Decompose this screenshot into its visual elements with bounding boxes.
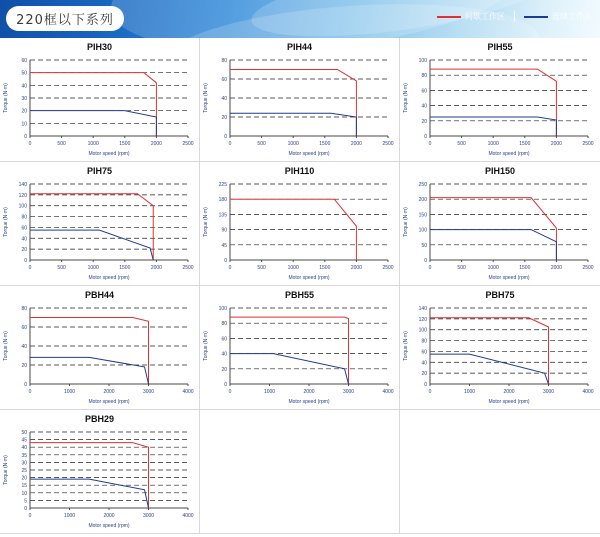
svg-text:60: 60 [21,325,27,331]
chart-grid [0,38,600,534]
svg-text:Motor speed (rpm): Motor speed (rpm) [88,523,130,529]
chart-cell-pih44 [200,38,400,162]
svg-text:140: 140 [18,182,27,188]
chart-plot [0,426,200,530]
svg-text:150: 150 [418,212,427,219]
svg-text:Torque (N·m): Torque (N·m) [3,207,9,237]
svg-text:Motor speed (rpm): Motor speed (rpm) [288,151,330,157]
svg-text:4000: 4000 [582,389,594,395]
legend-label-intermittent: 间歇工作区 [465,12,505,21]
svg-text:3000: 3000 [142,389,155,395]
svg-text:3000: 3000 [542,389,555,395]
svg-text:500: 500 [257,265,266,271]
svg-text:25: 25 [21,468,27,474]
svg-text:2000: 2000 [350,141,362,147]
svg-text:Motor speed (rpm): Motor speed (rpm) [488,151,530,157]
svg-text:Motor speed (rpm): Motor speed (rpm) [488,275,530,281]
svg-text:80: 80 [221,58,227,64]
svg-text:Torque (N·m): Torque (N·m) [403,331,409,361]
legend-item-continuous [524,11,592,22]
svg-text:Motor speed (rpm): Motor speed (rpm) [488,399,530,405]
svg-text:60: 60 [221,77,227,83]
svg-text:45: 45 [221,242,227,249]
svg-text:100: 100 [18,203,27,210]
chart-title: PIH110 [284,166,315,176]
chart-cell-pbh44 [0,286,200,410]
svg-text:0: 0 [24,134,27,140]
svg-text:2500: 2500 [182,141,194,147]
chart-plot [200,302,400,406]
svg-text:20: 20 [221,115,227,121]
svg-text:60: 60 [421,349,427,356]
svg-text:0: 0 [424,258,427,264]
svg-text:225: 225 [218,182,227,188]
svg-text:500: 500 [57,141,66,147]
chart-title: PBH29 [84,414,114,424]
svg-text:Motor speed (rpm): Motor speed (rpm) [288,399,330,405]
svg-text:Torque (N·m): Torque (N·m) [3,83,9,113]
svg-text:1000: 1000 [287,141,299,147]
svg-text:2500: 2500 [382,265,394,271]
svg-text:80: 80 [21,214,27,221]
chart-cell-pbh55 [200,286,400,410]
svg-text:30: 30 [21,96,27,102]
svg-text:500: 500 [257,141,266,147]
chart-cell-pih110 [200,162,400,286]
svg-text:120: 120 [18,192,27,199]
svg-text:10: 10 [21,121,27,128]
svg-text:135: 135 [218,212,227,219]
svg-text:0: 0 [424,134,427,140]
svg-text:1500: 1500 [319,265,331,271]
svg-text:40: 40 [221,96,227,102]
chart-title: PIH44 [286,42,312,52]
svg-text:3000: 3000 [342,389,355,395]
svg-text:2500: 2500 [582,141,594,147]
svg-text:2000: 2000 [503,389,515,395]
svg-text:60: 60 [221,336,227,343]
svg-text:1000: 1000 [463,389,476,395]
svg-text:Motor speed (rpm): Motor speed (rpm) [88,399,130,405]
svg-text:0: 0 [228,265,232,271]
svg-text:100: 100 [418,227,427,234]
svg-text:40: 40 [421,103,427,110]
chart-title: PIH150 [484,166,516,176]
svg-text:2500: 2500 [582,265,594,271]
svg-text:2000: 2000 [103,389,115,395]
svg-text:2000: 2000 [550,265,562,271]
svg-text:1000: 1000 [63,389,76,395]
chart-title: PIH55 [487,42,513,52]
chart-plot [400,54,600,158]
svg-text:0: 0 [224,258,227,264]
svg-text:60: 60 [421,88,427,95]
svg-text:90: 90 [221,227,227,234]
svg-text:2000: 2000 [303,389,315,395]
svg-text:0: 0 [424,382,427,388]
svg-text:60: 60 [21,225,27,232]
svg-text:500: 500 [457,141,466,147]
svg-text:2000: 2000 [150,265,162,271]
chart-cell-pih30 [0,38,200,162]
svg-text:0: 0 [24,258,27,264]
svg-text:Torque (N·m): Torque (N·m) [403,83,409,113]
svg-text:50: 50 [421,242,427,249]
svg-text:1500: 1500 [119,141,131,147]
svg-text:140: 140 [418,306,427,312]
svg-text:0: 0 [428,389,432,395]
svg-text:500: 500 [57,265,66,271]
svg-text:1000: 1000 [63,513,76,519]
svg-text:20: 20 [21,475,27,482]
svg-text:4000: 4000 [382,389,394,395]
svg-text:0: 0 [224,134,227,140]
chart-legend [437,11,592,22]
svg-text:0: 0 [28,389,32,395]
svg-text:1500: 1500 [519,265,531,271]
svg-text:80: 80 [421,338,427,345]
svg-text:1000: 1000 [87,141,99,147]
svg-text:250: 250 [418,182,427,188]
svg-text:20: 20 [221,366,227,373]
svg-text:0: 0 [228,389,232,395]
svg-text:Torque (N·m): Torque (N·m) [3,455,9,485]
legend-swatch-blue-icon [524,16,548,18]
svg-text:50: 50 [21,430,27,436]
svg-text:2500: 2500 [382,141,394,147]
svg-text:0: 0 [228,141,232,147]
svg-text:80: 80 [21,306,27,312]
svg-text:1500: 1500 [519,141,531,147]
svg-text:2000: 2000 [550,141,562,147]
page-header [0,0,600,38]
svg-text:1000: 1000 [263,389,276,395]
svg-text:2500: 2500 [182,265,194,271]
legend-separator [514,11,515,22]
svg-text:2000: 2000 [103,513,115,519]
page-title-text: 220框以下系列 [16,13,114,28]
legend-item-intermittent [437,11,505,22]
chart-plot [0,178,200,282]
chart-plot [0,302,200,406]
svg-text:Motor speed (rpm): Motor speed (rpm) [88,151,130,157]
chart-cell-pbh29 [0,410,200,534]
svg-text:20: 20 [21,247,27,254]
svg-text:40: 40 [21,445,27,452]
svg-text:Torque (N·m): Torque (N·m) [3,331,9,361]
svg-text:0: 0 [24,382,27,388]
svg-text:80: 80 [221,321,227,328]
svg-text:60: 60 [21,58,27,64]
chart-plot [200,54,400,158]
svg-text:20: 20 [421,371,427,378]
chart-cell-empty [200,410,400,534]
chart-plot [400,302,600,406]
page-title [6,6,124,31]
chart-cell-pih55 [400,38,600,162]
svg-text:Motor speed (rpm): Motor speed (rpm) [288,275,330,281]
svg-text:0: 0 [24,506,27,512]
svg-text:80: 80 [421,73,427,80]
svg-text:Torque (N·m): Torque (N·m) [403,207,409,237]
svg-text:500: 500 [457,265,466,271]
svg-text:Torque (N·m): Torque (N·m) [203,83,209,113]
legend-label-continuous: 连续工作区 [552,12,592,21]
chart-cell-pih150 [400,162,600,286]
svg-text:3000: 3000 [142,513,155,519]
svg-text:0: 0 [28,513,32,519]
svg-text:0: 0 [428,141,432,147]
svg-text:1500: 1500 [319,141,331,147]
svg-text:0: 0 [28,141,32,147]
svg-text:100: 100 [418,327,427,334]
svg-text:20: 20 [421,118,427,125]
svg-text:0: 0 [428,265,432,271]
svg-text:0: 0 [28,265,32,271]
chart-cell-empty [400,410,600,534]
chart-plot [0,54,200,158]
svg-text:180: 180 [218,197,227,204]
svg-text:40: 40 [21,236,27,243]
svg-text:20: 20 [21,363,27,369]
svg-text:1000: 1000 [87,265,99,271]
svg-text:Torque (N·m): Torque (N·m) [203,207,209,237]
chart-title: PBH55 [284,290,314,300]
svg-text:2000: 2000 [150,141,162,147]
svg-text:50: 50 [21,70,27,77]
svg-text:35: 35 [21,452,27,459]
svg-text:100: 100 [218,306,227,312]
svg-text:1000: 1000 [487,141,499,147]
svg-text:1000: 1000 [287,265,299,271]
svg-text:40: 40 [21,344,27,350]
svg-text:5: 5 [24,498,27,505]
chart-cell-pbh75 [400,286,600,410]
svg-text:4000: 4000 [182,389,194,395]
svg-text:40: 40 [221,351,227,358]
svg-text:200: 200 [418,197,427,204]
chart-plot [400,178,600,282]
svg-text:120: 120 [418,316,427,323]
svg-text:45: 45 [21,437,27,444]
chart-cell-pih75 [0,162,200,286]
svg-text:Torque (N·m): Torque (N·m) [203,331,209,361]
svg-text:2000: 2000 [350,265,362,271]
chart-title: PIH30 [86,42,112,52]
chart-plot [200,178,400,282]
svg-text:0: 0 [224,382,227,388]
chart-title: PBH75 [485,290,515,300]
svg-text:4000: 4000 [182,513,194,519]
svg-text:40: 40 [421,360,427,367]
svg-text:40: 40 [21,83,27,90]
chart-title: PIH75 [86,166,112,176]
svg-text:1500: 1500 [119,265,131,271]
legend-swatch-red-icon [437,16,461,18]
svg-text:Motor speed (rpm): Motor speed (rpm) [88,275,130,281]
svg-text:100: 100 [418,58,427,64]
svg-text:15: 15 [21,483,27,490]
svg-text:20: 20 [21,108,27,115]
chart-title: PBH44 [84,290,114,300]
svg-text:30: 30 [21,460,27,467]
svg-text:10: 10 [21,490,27,497]
svg-text:1000: 1000 [487,265,499,271]
